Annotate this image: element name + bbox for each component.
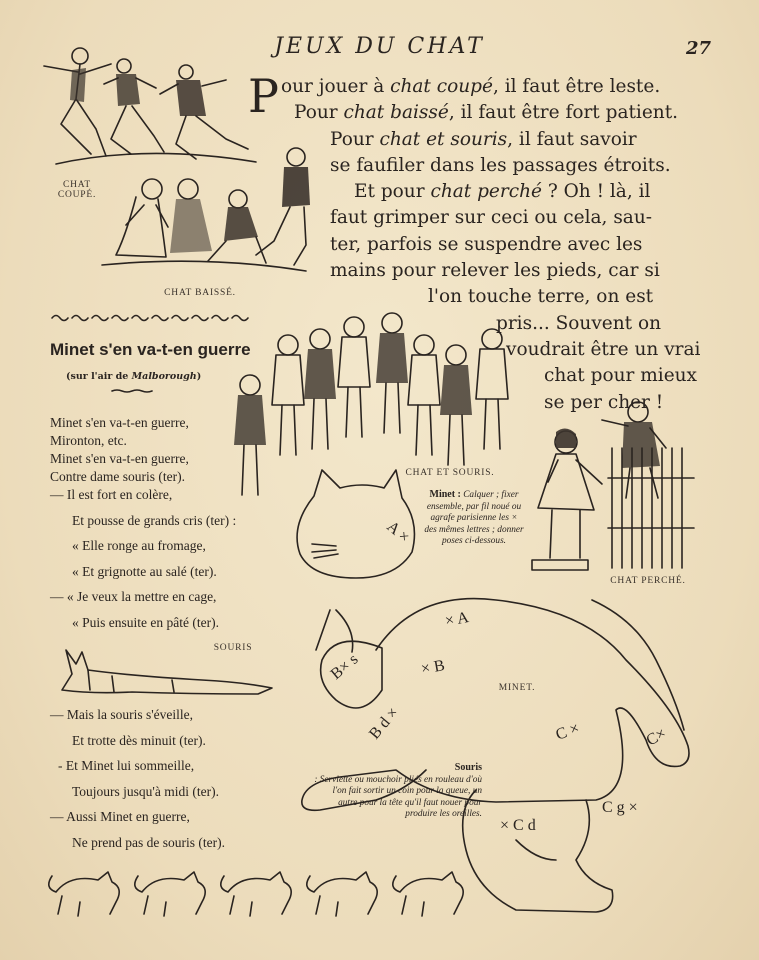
intro-text: , il faut être leste. <box>492 76 661 97</box>
child-figure <box>272 335 304 455</box>
girl-sitting-2 <box>170 179 212 253</box>
page-title: JEUX DU CHAT <box>274 34 485 59</box>
kitten-figure <box>49 872 119 916</box>
intro-text: Pour <box>294 102 344 124</box>
body-letter-a: × A <box>443 609 471 630</box>
caption-chat-perche: CHAT PERCHÉ. <box>610 576 686 586</box>
girl-sitting-1 <box>116 179 168 257</box>
verse-line: Et trotte dès minuit (ter). <box>72 732 206 748</box>
verse-line: Contre dame souris (ter). <box>50 469 185 484</box>
intro-text: voudrait être un vrai <box>506 338 701 360</box>
tail-letter-cx: C× <box>643 724 670 750</box>
verse-line: — Aussi Minet en guerre, <box>50 809 190 824</box>
leg-letter-bd: B d × <box>366 704 403 743</box>
hind-letter-cd: × C d <box>500 817 536 834</box>
drop-cap: P <box>248 69 279 123</box>
hind-letter-cg: C g × <box>602 799 638 816</box>
intro-text: Et pour <box>354 181 431 203</box>
ornament-swirl <box>172 316 188 321</box>
souris-note <box>312 762 482 821</box>
souris-note-text: : Serviette ou mouchoir pliés en rouleau d'où l'on fait sortir un coin pour la queue, un autre pour la tête qu'il faut nouer pour produire les oreilles. <box>314 774 482 819</box>
intro-text: ? Oh ! là, il <box>541 181 651 203</box>
child-figure <box>440 345 472 465</box>
verse-line: — Mais la souris s'éveille, <box>50 707 194 722</box>
verse-line: - Et Minet lui sommeille, <box>58 758 195 773</box>
caption-chat-coupe: CHAT COUPÉ. <box>57 180 97 200</box>
caption-souris: SOURIS <box>213 643 253 653</box>
verse-line: Minet s'en va-t-en guerre, <box>50 415 189 430</box>
verse-line: — « Je veux la mettre en cage, <box>50 589 217 604</box>
song-subtitle <box>66 371 201 382</box>
caption-chat-et-souris: CHAT ET SOURIS. <box>405 468 495 478</box>
intro-game-name: chat perché <box>430 181 542 203</box>
boy-standing <box>256 148 310 265</box>
ornament-swirl <box>92 316 108 321</box>
child-figure <box>408 335 440 455</box>
verse-line: Toujours jusqu'à midi (ter). <box>72 783 219 799</box>
intro-text: ter, parfois se suspendre avec les <box>330 233 643 255</box>
intro-text: , il faut savoir <box>507 128 637 150</box>
body-letter-b: × B <box>419 657 447 678</box>
chat-et-souris-illustration <box>210 305 540 465</box>
chat-baisse-illustration <box>96 145 326 280</box>
stanza-2 <box>50 706 225 859</box>
intro-text: our jouer à <box>280 76 391 97</box>
song-title-underline <box>112 389 152 393</box>
kitten-figure <box>393 872 463 916</box>
cat-head-pattern <box>292 466 422 586</box>
page-number: 27 <box>685 38 711 59</box>
ornament-swirl <box>52 316 68 321</box>
verse-line: Mironton, etc. <box>50 433 127 448</box>
song-subtitle-post: ) <box>196 371 202 382</box>
verse-line: Et pousse de grands cris (ter) : <box>72 512 237 528</box>
intro-text: se faufiler dans les passages étroits. <box>330 154 671 176</box>
running-boy-2 <box>104 59 164 154</box>
intro-text: Pour <box>330 128 380 150</box>
kitten-figure <box>307 872 377 916</box>
verse-line: Ne prend pas de souris (ter). <box>72 834 225 850</box>
ornament-swirl <box>132 316 148 321</box>
verse-line: Minet s'en va-t-en guerre, <box>50 451 189 466</box>
souris-napkin-illustration <box>52 646 276 698</box>
intro-text: pris... Souvent on <box>496 312 662 334</box>
song-air: Malborough <box>131 371 197 382</box>
child-figure <box>376 313 408 433</box>
intro-line <box>248 100 698 126</box>
leg-letter-bs: B× s <box>327 650 362 684</box>
intro-line <box>248 74 698 100</box>
kitten-figure <box>221 872 291 916</box>
verse-line: « Puis ensuite en pâté (ter). <box>72 614 219 630</box>
ornament-swirl <box>192 316 208 321</box>
stanza-1 <box>50 414 236 639</box>
verse-line: — Il est fort en colère, <box>50 487 173 502</box>
boy-kneeling <box>208 190 266 263</box>
intro-text: chat pour mieux <box>544 365 697 387</box>
minet-note-label: Minet : <box>429 489 461 500</box>
kitten-figure <box>135 872 205 916</box>
ornament-swirl <box>72 316 88 321</box>
running-boy-1 <box>44 48 111 156</box>
intro-text: se per cher ! <box>544 391 664 413</box>
song-subtitle-pre: (sur l'air de <box>66 371 132 382</box>
caption-chat-baisse: CHAT BAISSÉ. <box>164 288 236 298</box>
verse-line: « Et grignotte au salé (ter). <box>72 563 217 579</box>
chat-perche-illustration <box>518 398 698 578</box>
child-figure <box>476 329 508 449</box>
minet-note-text: Calquer ; fixer ensemble, par fil noué ou agrafe parisienne les × des mêmes lettres ; donner poses ci-dessous. <box>424 490 524 546</box>
child-figure <box>338 317 370 437</box>
intro-text: , il faut être fort patient. <box>448 102 679 124</box>
intro-game-name: chat baissé <box>343 102 449 124</box>
girl-on-stool <box>532 428 602 570</box>
song-title: Minet s'en va-t-en guerre <box>50 340 251 359</box>
head-letter: A × <box>383 518 413 547</box>
intro-game-name: chat et souris <box>379 128 508 150</box>
verse-line: « Elle ronge au fromage, <box>72 538 206 553</box>
minet-note <box>424 489 524 548</box>
ornament-swirl <box>152 316 168 321</box>
caption-minet: MINET. <box>498 683 536 693</box>
tail-letter-c: C × <box>553 719 582 744</box>
intro-text: faut grimper sur ceci ou cela, sau- <box>330 207 653 229</box>
ornament-swirl <box>112 316 128 321</box>
kittens-frieze <box>50 862 480 922</box>
intro-game-name: chat coupé <box>390 76 493 97</box>
intro-text: l'on touche terre, on est <box>428 286 654 308</box>
child-figure <box>304 329 336 449</box>
souris-note-label: Souris <box>454 762 482 773</box>
intro-text: mains pour relever les pieds, car si <box>330 260 660 282</box>
